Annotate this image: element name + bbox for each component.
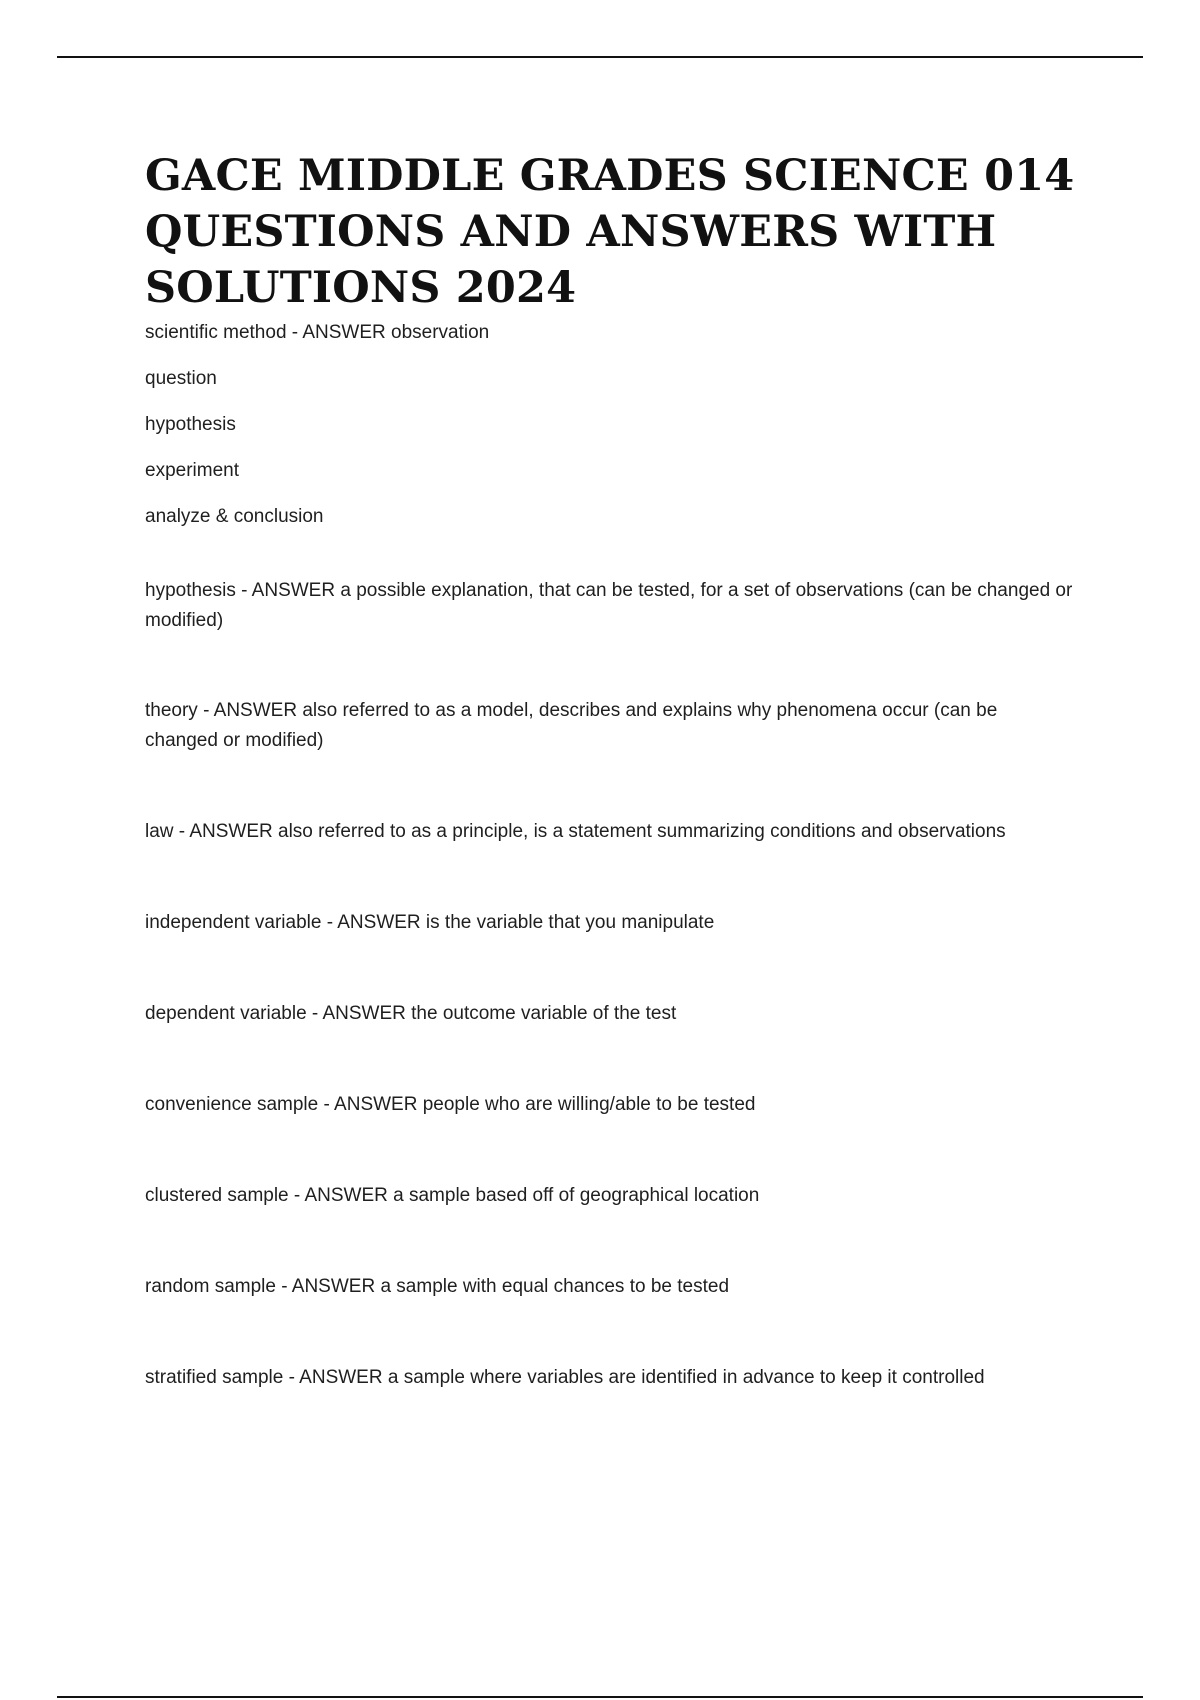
first-entry-line: scientific method - ANSWER observation	[145, 322, 490, 343]
qa-entry-hypothesis: hypothesis - ANSWER a possible explanation, that can be tested, for a set of observations (can be changed or modified)	[145, 580, 1073, 631]
qa-entry-dependent-variable: dependent variable - ANSWER the outcome variable of the test	[145, 1003, 677, 1024]
footer-rule	[57, 1696, 1143, 1698]
qa-entry-convenience-sample: convenience sample - ANSWER people who are willing/able to be tested	[145, 1094, 756, 1115]
qa-entry-random-sample: random sample - ANSWER a sample with equal chances to be tested	[145, 1276, 730, 1297]
qa-entry-theory: theory - ANSWER also referred to as a model, describes and explains why phenomena occur (can be changed or modified)	[145, 700, 998, 751]
qa-entry-law: law - ANSWER also referred to as a principle, is a statement summarizing conditions and observations	[145, 821, 1006, 842]
first-entry-line: hypothesis	[145, 414, 236, 435]
qa-entry-stratified-sample: stratified sample - ANSWER a sample where variables are identified in advance to keep it controlled	[145, 1367, 985, 1388]
first-entry	[145, 318, 1075, 532]
first-entry-line: analyze & conclusion	[145, 506, 324, 527]
document-title: GACE MIDDLE GRADES SCIENCE 014 QUESTIONS AND ANSWERS WITH SOLUTIONS 2024	[145, 151, 1075, 313]
first-entry-line: experiment	[145, 460, 239, 481]
qa-entry-independent-variable: independent variable - ANSWER is the variable that you manipulate	[145, 912, 715, 933]
header-rule	[57, 56, 1143, 58]
qa-entry-clustered-sample: clustered sample - ANSWER a sample based off of geographical location	[145, 1185, 760, 1206]
first-entry-line: question	[145, 368, 217, 389]
document-body	[145, 148, 1075, 1393]
